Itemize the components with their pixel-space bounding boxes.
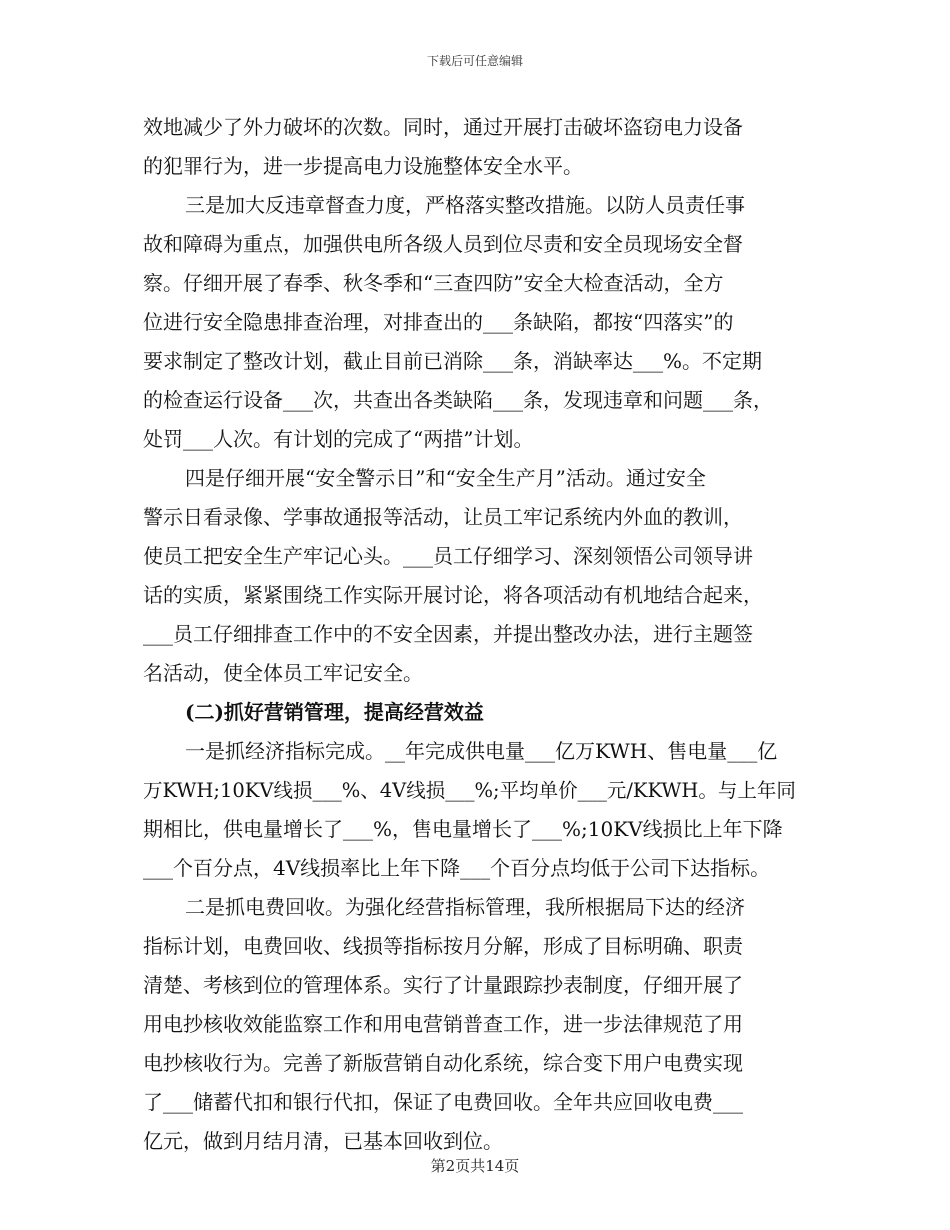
text-line: 使员工把安全生产牢记心头。___员工仔细学习、深刻领悟公司领导讲 (143, 544, 753, 568)
text-line: 的检查运行设备___次，共查出各类缺陷___条，发现违章和问题___条， (143, 388, 773, 412)
text-line: ___员工仔细排查工作中的不安全因素，并提出整改办法，进行主题签 (143, 622, 753, 646)
text-line: 期相比，供电量增长了___%，售电量增长了___%;10KV线损比上年下降 (143, 817, 783, 841)
text-line: 位进行安全隐患排查治理，对排查出的___条缺陷，都按“四落实”的 (143, 310, 734, 334)
text-line: 话的实质，紧紧围绕工作实际开展讨论，将各项活动有机地结合起来， (143, 583, 763, 607)
text-line: 三是加大反违章督查力度，严格落实整改措施。以防人员责任事 (185, 193, 745, 217)
text-line: 名活动，使全体员工牢记安全。 (143, 661, 423, 685)
page-footer: 第2页共14页 (430, 1157, 520, 1175)
text-line: 二是抓电费回收。为强化经营指标管理，我所根据局下达的经济 (185, 895, 745, 919)
text-line: 亿元，做到月结月清，已基本回收到位。 (143, 1129, 503, 1153)
text-line: 要求制定了整改计划，截止目前已消除___条，消缺率达___%。不定期 (143, 349, 763, 373)
text-line: 清楚、考核到位的管理体系。实行了计量跟踪抄表制度，仔细开展了 (143, 973, 743, 997)
text-line: 了___储蓄代扣和银行代扣，保证了电费回收。全年共应回收电费___ (143, 1090, 743, 1114)
page-header: 下载后可任意编辑 (426, 54, 523, 68)
text-line: 处罚___人次。有计划的完成了“两措”计划。 (143, 427, 534, 451)
text-line: 指标计划，电费回收、线损等指标按月分解，形成了目标明确、职责 (143, 934, 743, 958)
text-line: 故和障碍为重点，加强供电所各级人员到位尽责和安全员现场安全督 (143, 232, 743, 256)
document-body (143, 108, 803, 1161)
text-line: 一是抓经济指标完成。__年完成供电量___亿万KWH、售电量___亿 (185, 739, 778, 763)
text-line: 察。仔细开展了春季、秋冬季和“三查四防”安全大检查活动，全方 (143, 271, 724, 295)
text-line: 效地减少了外力破坏的次数。同时，通过开展打击破坏盗窃电力设备 (143, 115, 743, 139)
text-line: 用电抄核收效能监察工作和用电营销普查工作，进一步法律规范了用 (143, 1012, 743, 1036)
text-line: 警示日看录像、学事故通报等活动，让员工牢记系统内外血的教训， (143, 505, 743, 529)
text-line: 四是仔细开展“安全警示日”和“安全生产月”活动。通过安全 (185, 466, 706, 490)
text-line: 万KWH;10KV线损___%、4V线损___%;平均单价___元/KKWH。与上年同 (143, 779, 796, 802)
text-line: 的犯罪行为，进一步提高电力设施整体安全水平。 (143, 154, 583, 178)
section-heading: (二)抓好营销管理，提高经营效益 (185, 700, 484, 724)
text-line: ___个百分点，4V线损率比上年下降___个百分点均低于公司下达指标。 (143, 856, 771, 880)
text-line: 电抄核收行为。完善了新版营销自动化系统，综合变下用户电费实现 (143, 1051, 743, 1075)
